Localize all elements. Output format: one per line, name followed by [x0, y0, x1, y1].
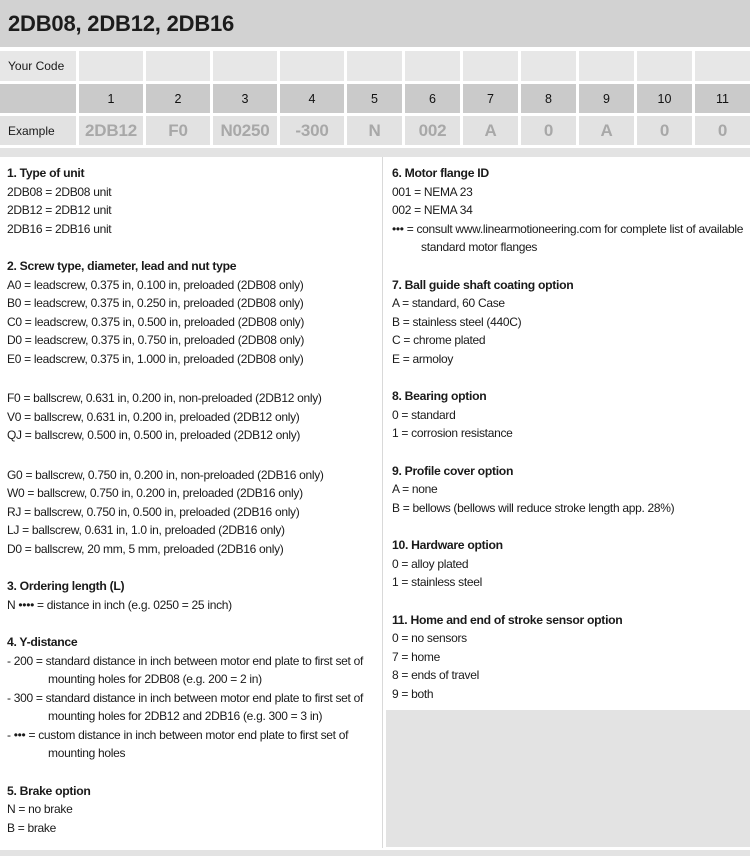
section-3	[7, 577, 375, 614]
your-code-row	[0, 51, 750, 81]
code-option-line: - 200 = standard distance in inch between motor end plate to first set of mounting holes for 2DB08 (e.g. 200 = 2 in)	[7, 653, 363, 686]
left-column	[0, 157, 381, 849]
your-code-cell-3	[213, 51, 277, 81]
option-group	[7, 276, 375, 369]
code-option-line: 1 = stainless steel	[392, 575, 483, 589]
your-code-cell-11	[695, 51, 750, 81]
code-option-line: 0 = alloy plated	[392, 556, 469, 571]
option-group	[7, 800, 375, 837]
example-value-10: 0	[637, 116, 692, 145]
code-option-line: 9 = both	[392, 686, 434, 701]
your-code-label: Your Code	[0, 51, 76, 81]
code-option-line: 2DB12 = 2DB12 unit	[7, 203, 112, 217]
option-group	[392, 555, 746, 592]
content-area	[0, 148, 750, 856]
section-heading: 11. Home and end of stroke sensor option	[392, 612, 623, 627]
code-option-line: LJ = ballscrew, 0.631 in, 1.0 in, preloaded (2DB16 only)	[7, 523, 285, 537]
code-option-line: ••• = consult www.linearmotioneering.com for complete list of available standard motor flanges	[392, 221, 744, 254]
position-number-1: 1	[79, 84, 143, 113]
example-value-6: 002	[405, 116, 460, 145]
table-bottom-band	[0, 148, 750, 157]
code-option-line: G0 = ballscrew, 0.750 in, 0.200 in, non-preloaded (2DB16 only)	[7, 467, 324, 482]
section-heading: 2. Screw type, diameter, lead and nut type	[7, 259, 237, 273]
your-code-cell-6	[405, 51, 460, 81]
section-heading: 10. Hardware option	[392, 538, 503, 552]
code-option-line: 1 = corrosion resistance	[392, 426, 513, 440]
option-group	[392, 406, 746, 443]
your-code-cell-9	[579, 51, 634, 81]
right-column	[386, 157, 750, 710]
option-group	[7, 652, 375, 763]
section-6	[392, 164, 746, 257]
code-option-line: E = armoloy	[392, 351, 454, 366]
example-value-5: N	[347, 116, 402, 145]
your-code-cell-10	[637, 51, 692, 81]
section-4	[7, 633, 375, 763]
code-option-line: F0 = ballscrew, 0.631 in, 0.200 in, non-preloaded (2DB12 only)	[7, 391, 322, 405]
position-number-9: 9	[579, 84, 634, 113]
position-number-7: 7	[463, 84, 518, 113]
code-option-line: B = brake	[7, 820, 56, 835]
code-option-line: 001 = NEMA 23	[392, 184, 473, 199]
code-option-line: C0 = leadscrew, 0.375 in, 0.500 in, preloaded (2DB08 only)	[7, 314, 305, 329]
code-option-line: E0 = leadscrew, 0.375 in, 1.000 in, preloaded (2DB08 only)	[7, 351, 304, 366]
position-number-11: 11	[695, 84, 750, 113]
page-title-bar	[0, 0, 750, 47]
code-option-line: B = bellows (bellows will reduce stroke length app. 28%)	[392, 500, 675, 515]
section-9	[392, 462, 746, 518]
section-7	[392, 276, 746, 369]
option-group	[7, 596, 375, 615]
your-code-cell-7	[463, 51, 518, 81]
section-10	[392, 536, 746, 592]
code-option-line: B = stainless steel (440C)	[392, 314, 522, 329]
option-group	[7, 389, 375, 445]
option-group	[7, 466, 375, 559]
your-code-cell-1	[79, 51, 143, 81]
example-value-2: F0	[146, 116, 210, 145]
option-group	[392, 294, 746, 368]
example-value-8: 0	[521, 116, 576, 145]
code-option-line: N •••• = distance in inch (e.g. 0250 = 25 inch)	[7, 597, 232, 612]
your-code-cell-2	[146, 51, 210, 81]
section-8	[392, 387, 746, 443]
example-value-11: 0	[695, 116, 750, 145]
code-option-line: 2DB08 = 2DB08 unit	[7, 184, 112, 199]
section-1	[7, 164, 375, 238]
section-heading: 7. Ball guide shaft coating option	[392, 277, 574, 292]
position-number-8: 8	[521, 84, 576, 113]
code-option-line: QJ = ballscrew, 0.500 in, 0.500 in, preloaded (2DB12 only)	[7, 428, 301, 442]
section-heading: 3. Ordering length (L)	[7, 579, 125, 593]
code-option-line: A0 = leadscrew, 0.375 in, 0.100 in, preloaded (2DB08 only)	[7, 277, 304, 292]
position-row-label-cell	[0, 84, 76, 113]
position-number-row	[0, 84, 750, 113]
code-option-line: RJ = ballscrew, 0.750 in, 0.500 in, preloaded (2DB16 only)	[7, 504, 300, 519]
code-option-line: V0 = ballscrew, 0.631 in, 0.200 in, preloaded (2DB12 only)	[7, 409, 300, 424]
code-option-line: 002 = NEMA 34	[392, 203, 473, 217]
code-option-line: D0 = leadscrew, 0.375 in, 0.750 in, preloaded (2DB08 only)	[7, 333, 305, 347]
position-number-10: 10	[637, 84, 692, 113]
code-option-line: C = chrome plated	[392, 333, 486, 347]
code-option-line: B0 = leadscrew, 0.375 in, 0.250 in, preloaded (2DB08 only)	[7, 296, 304, 310]
code-option-line: - 300 = standard distance in inch between motor end plate to first set of mounting holes for 2DB12 and 2DB16 (e.g. 300 = 3 in)	[7, 690, 363, 723]
code-option-line: 7 = home	[392, 649, 440, 664]
code-option-line: W0 = ballscrew, 0.750 in, 0.200 in, preloaded (2DB16 only)	[7, 486, 303, 500]
position-number-2: 2	[146, 84, 210, 113]
option-group	[392, 629, 746, 703]
code-option-line: 0 = no sensors	[392, 631, 467, 645]
option-group	[392, 183, 746, 257]
bottom-bar	[0, 850, 750, 856]
section-heading: 1. Type of unit	[7, 166, 85, 180]
position-number-5: 5	[347, 84, 402, 113]
example-value-9: A	[579, 116, 634, 145]
code-option-line: 0 = standard	[392, 407, 456, 422]
your-code-cell-5	[347, 51, 402, 81]
section-heading: 8. Bearing option	[392, 389, 487, 403]
example-value-4: -300	[280, 116, 344, 145]
section-2	[7, 257, 375, 558]
your-code-cell-4	[280, 51, 344, 81]
section-heading: 4. Y-distance	[7, 635, 78, 649]
example-value-7: A	[463, 116, 518, 145]
section-11	[392, 611, 746, 704]
example-value-3: N0250	[213, 116, 277, 145]
option-group	[7, 183, 375, 239]
section-5	[7, 782, 375, 838]
position-number-3: 3	[213, 84, 277, 113]
option-group	[392, 480, 746, 517]
code-option-line: A = standard, 60 Case	[392, 296, 505, 310]
code-option-line: 2DB16 = 2DB16 unit	[7, 221, 112, 236]
section-heading: 5. Brake option	[7, 783, 91, 798]
right-column-filler	[386, 710, 750, 847]
column-divider	[382, 157, 383, 848]
code-option-line: A = none	[392, 482, 438, 496]
code-option-line: N = no brake	[7, 802, 73, 816]
example-label: Example	[0, 116, 76, 145]
code-option-line: 8 = ends of travel	[392, 668, 479, 682]
position-number-4: 4	[280, 84, 344, 113]
example-row	[0, 116, 750, 145]
page-title: 2DB08, 2DB12, 2DB16	[8, 10, 235, 36]
code-option-line: D0 = ballscrew, 20 mm, 5 mm, preloaded (2DB16 only)	[7, 541, 284, 556]
position-number-6: 6	[405, 84, 460, 113]
code-option-line: - ••• = custom distance in inch between motor end plate to first set of mounting holes	[7, 727, 349, 760]
example-value-1: 2DB12	[79, 116, 143, 145]
section-heading: 6. Motor flange ID	[392, 166, 489, 180]
section-heading: 9. Profile cover option	[392, 463, 514, 478]
your-code-cell-8	[521, 51, 576, 81]
